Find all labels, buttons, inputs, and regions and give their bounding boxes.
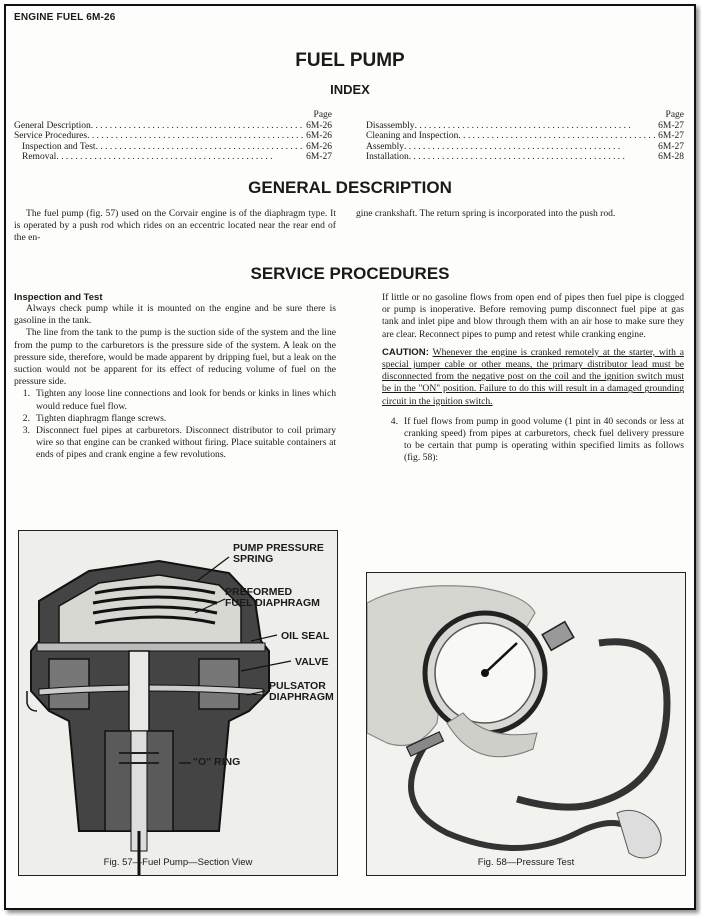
service-right-column [382, 292, 684, 465]
callout-o-ring: "O" RING [193, 756, 241, 768]
list-item: 4. If fuel flows from pump in good volume (1 pint in 40 seconds or less at cranking speed) from pipes at carburetors, check fuel delivery pressure to be certain that pump is operating within specified limits as follows (fig. 58): [390, 415, 684, 464]
service-procedures-heading: SERVICE PROCEDURES [250, 264, 450, 283]
general-description-col2: gine crankshaft. The return spring is incorporated into the push rod. [356, 208, 616, 219]
right-para-1: If little or no gasoline flows from open end of pipes then fuel pipe is clogged or pump is inoperative. Before removing pump disconnect fuel pipe at gas tank and inlet pipe and blow through them with an air hose to make sure they are clear. Reconnect pipes to pump and retest while cranking engine. [382, 292, 684, 340]
inspection-steps-cont [382, 416, 684, 465]
fig58-pressure-test [366, 572, 686, 876]
list-item: 2. Tighten diaphragm flange screws. [22, 412, 167, 424]
index-heading: INDEX [330, 82, 370, 97]
callout-valve: VALVE [295, 656, 329, 668]
service-left-column [14, 292, 336, 462]
fig57-fuel-pump-section [18, 530, 338, 876]
index-entry[interactable]: Cleaning and Inspection . . . 6M-27 [366, 131, 684, 142]
index-right [366, 110, 684, 163]
index-page-label-right: Page [665, 110, 684, 120]
index-page-label-left: Page [313, 110, 332, 120]
general-description-heading: GENERAL DESCRIPTION [248, 178, 452, 197]
callout-preformed-fuel-diaphragm: PREFORMED FUEL DIAPHRAGM [225, 586, 320, 609]
index-entry[interactable]: General Description . . . 6M-26 [14, 121, 332, 132]
callout-pump-pressure-spring: PUMP PRESSURE SPRING [233, 542, 324, 565]
index-entry[interactable]: Removal . . . 6M-27 [14, 152, 332, 163]
inspection-para-2: The line from the tank to the pump is the suction side of the system and the line from the pump to the carburetors is the pressure side of the system. A leak on the pressure side, therefore, would be made apparent by dripping fuel, but a leak on the suction would not be apparent for its effect of reducing volume of fuel on the pressure side. [14, 327, 336, 388]
callout-pulsator-diaphragm: PULSATOR DIAPHRAGM [269, 680, 334, 703]
list-item: 1. Tighten any loose line connections and look for bends or kinks in lines which would reduce fuel flow. [22, 388, 336, 412]
index-entry[interactable]: Assembly . . . 6M-27 [366, 142, 684, 153]
index-left [14, 110, 332, 163]
general-description-col1: The fuel pump (fig. 57) used on the Corvair engine is of the diaphragm type. It is operated by a push rod which rides on an eccentric located near the rear end of the en- [14, 208, 336, 244]
inspection-subheading: Inspection and Test [14, 292, 103, 303]
running-head: ENGINE FUEL 6M-26 [14, 12, 116, 23]
fig57-caption: Fig. 57—Fuel Pump—Section View [103, 857, 253, 868]
fuel-pump-section-drawing [19, 531, 337, 875]
list-item: 3. Disconnect fuel pipes at carburetors. Disconnect distributor to coil primary wire so that engine can be cranked without firing. Place suitable containers at ends of pipes and crank engine a few revolutions. [22, 425, 336, 461]
callout-oil-seal: OIL SEAL [281, 630, 330, 642]
fig58-caption: Fig. 58—Pressure Test [477, 857, 575, 868]
manual-page [6, 6, 694, 908]
index-entry[interactable]: Installation . . . 6M-28 [366, 152, 684, 163]
index-entry[interactable]: Disassembly . . . 6M-27 [366, 121, 684, 132]
pressure-test-photo [367, 573, 685, 875]
index-entry[interactable]: Service Procedures . . . 6M-26 [14, 131, 332, 142]
page-title: FUEL PUMP [295, 50, 405, 71]
inspection-steps [14, 388, 336, 461]
caution-block [382, 347, 684, 408]
index-entry[interactable]: Inspection and Test . . . 6M-26 [14, 142, 332, 153]
caution-text: Whenever the engine is cranked remotely at the starter, with a special jumper cable or other means, the primary distributor lead must be disconnected from the negative post on the coil and the ignition switch must be in the "ON" position. Failure to do this will result in a damaged grounding circuit in the ignition switch. [382, 346, 684, 407]
inspection-para-1: Always check pump while it is mounted on the engine and be sure there is gasoline in the tank. [14, 303, 336, 327]
page-frame [4, 4, 696, 910]
caution-label: CAUTION: [382, 346, 429, 358]
